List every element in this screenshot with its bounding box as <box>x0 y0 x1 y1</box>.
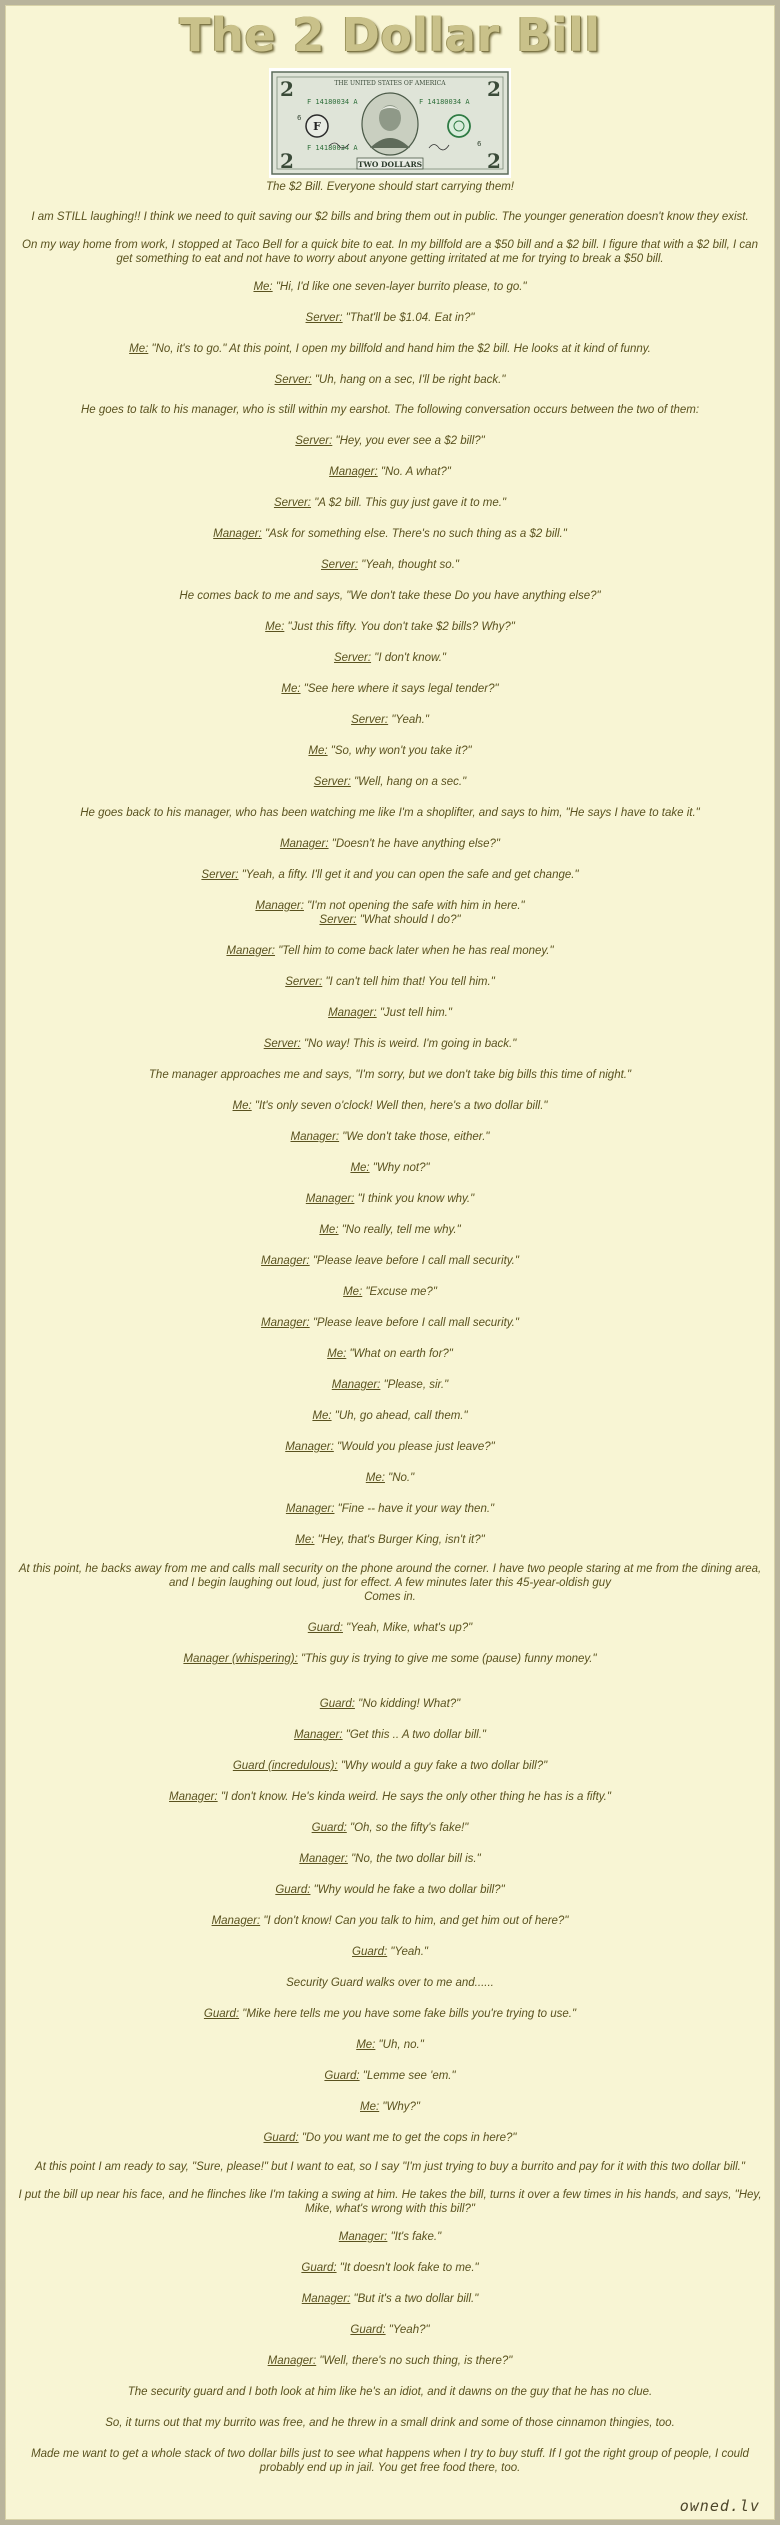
speaker-label: Manager: <box>226 945 276 957</box>
paragraph-text: "No kidding! What?" <box>354 1698 461 1710</box>
paragraph-text: "That'll be $1.04. Eat in?" <box>342 312 475 324</box>
speaker-label: Server: <box>285 976 323 988</box>
dialogue-line <box>16 1621 764 1635</box>
paragraph-text: "Well, hang on a sec." <box>350 776 467 788</box>
dialogue-line <box>16 1821 764 1835</box>
speaker-label: Guard: <box>311 1822 347 1834</box>
speaker-label: Manager: <box>331 1379 381 1391</box>
dialogue-line <box>16 837 764 851</box>
paragraph-text: The security guard and I both look at him like he's an idiot, and it dawns on the guy that he has no clue. <box>127 2386 653 2398</box>
dialogue-line <box>16 868 764 882</box>
dialogue-line <box>16 620 764 634</box>
speaker-label: Manager: <box>261 1255 310 1267</box>
speaker-label: Me: <box>232 1100 252 1112</box>
speaker-label: Guard: <box>324 2070 360 2082</box>
dialogue-line <box>16 1652 764 1666</box>
paragraph-text: "Why would a guy fake a two dollar bill?" <box>337 1760 548 1772</box>
dialogue-line <box>16 2261 764 2275</box>
paragraph-text: "Excuse me?" <box>362 1286 437 1298</box>
dialogue-line <box>16 899 764 913</box>
bill-footer: TWO DOLLARS <box>357 160 423 169</box>
dialogue-line <box>16 280 764 294</box>
paragraph-text: Made me want to get a whole stack of two dollar bills just to see what happens when I try to buy stuff. If I got the right group of people, I could probably end up in jail. You get free food there, too. <box>31 2448 749 2474</box>
dialogue-line <box>16 1409 764 1423</box>
bill-corner-bl: 2 <box>280 149 294 173</box>
speaker-label: Manager: <box>299 1853 348 1865</box>
paragraph-text: At this point, he backs away from me and calls mall security on the phone around the corner. I have two people staring at me from the dining area, and I begin laughing out loud, just for effect. A few minutes later this 45-year-oldish guy Comes in. <box>18 1563 762 1603</box>
paragraph-text: Security Guard walks over to me and...... <box>286 1977 494 1989</box>
dialogue-line <box>16 1130 764 1144</box>
speaker-label: Server: <box>313 776 351 788</box>
dialogue-line <box>16 2323 764 2337</box>
speaker-label: Me: <box>253 281 273 293</box>
narration-paragraph <box>16 2385 764 2399</box>
dialogue-line <box>16 1223 764 1237</box>
paragraph-text: "Oh, so the fifty's fake!" <box>346 1822 469 1834</box>
paragraph-text: "Yeah." <box>387 1946 428 1958</box>
paragraph-text: "Please leave before I call mall security." <box>309 1255 519 1267</box>
dialogue-line <box>16 2354 764 2368</box>
paragraph-text: "What should I do?" <box>356 914 461 926</box>
paragraph-text: "Mike here tells me you have some fake bills you're trying to use." <box>239 2008 577 2020</box>
speaker-label: Me: <box>356 2039 376 2051</box>
speaker-label: Server: <box>319 914 357 926</box>
paragraph-text: "I don't know! Can you talk to him, and get him out of here?" <box>260 1915 569 1927</box>
speaker-label: Manager: <box>261 1317 310 1329</box>
bill-district-right: 6 <box>477 140 482 148</box>
paragraph-text: "Just this fifty. You don't take $2 bills? Why?" <box>284 621 515 633</box>
paragraph-text: "Uh, no." <box>375 2039 424 2051</box>
dialogue-line <box>16 1697 764 1711</box>
paragraph-text: "We don't take those, either." <box>339 1131 490 1143</box>
speaker-label: Me: <box>327 1348 347 1360</box>
paragraph-text: "I don't know." <box>371 652 446 664</box>
dialogue-line <box>16 311 764 325</box>
paragraph-text: "Just tell him." <box>376 1007 452 1019</box>
speaker-label: Manager: <box>305 1193 355 1205</box>
speaker-label: Guard: <box>263 2132 299 2144</box>
paragraph-text: "It doesn't look fake to me." <box>336 2262 479 2274</box>
paragraph-text: "No. A what?" <box>377 466 451 478</box>
dialogue-line <box>16 1037 764 1051</box>
speaker-label: Server: <box>274 374 312 386</box>
narration-paragraph <box>16 2416 764 2430</box>
paragraph-text: He goes back to his manager, who has been watching me like I'm a shoplifter, and says to him, "He says I have to take it." <box>80 807 700 819</box>
dialogue-line <box>16 1728 764 1742</box>
dialogue-line <box>16 1254 764 1268</box>
dialogue-line <box>16 496 764 510</box>
speaker-label: Manager: <box>255 900 304 912</box>
speaker-label: Guard: <box>350 2324 386 2336</box>
dialogue-line <box>16 913 764 927</box>
speaker-label: Me: <box>365 1472 385 1484</box>
paragraph-text: The manager approaches me and says, "I'm sorry, but we don't take big bills this time of night." <box>148 1069 632 1081</box>
dialogue-line <box>16 2069 764 2083</box>
dialogue-line <box>16 373 764 387</box>
speaker-label: Server: <box>305 312 343 324</box>
narration-paragraph <box>16 2188 764 2216</box>
dialogue-line <box>16 465 764 479</box>
paragraph-text: "It's fake." <box>387 2231 442 2243</box>
narration-paragraph <box>16 1562 764 1604</box>
dialogue-line <box>16 1883 764 1897</box>
paragraph-text: "No, the two dollar bill is." <box>347 1853 481 1865</box>
paragraph-text: "No, it's to go." At this point, I open my billfold and hand him the $2 bill. He looks at it kind of funny. <box>148 343 651 355</box>
narration-paragraph <box>16 2447 764 2475</box>
speaker-label: Manager: <box>301 2293 351 2305</box>
watermark: owned.lv <box>679 2497 760 2515</box>
image-caption: The $2 Bill. Everyone should start carrying them! <box>265 181 514 193</box>
paragraph-text: "Uh, go ahead, call them." <box>331 1410 468 1422</box>
bill-corner-br: 2 <box>487 149 501 173</box>
narration-paragraph <box>16 589 764 603</box>
story-paragraphs <box>16 210 764 2475</box>
paragraph-text: "So, why won't you take it?" <box>327 745 472 757</box>
speaker-label: Me: <box>343 1286 363 1298</box>
paragraph-text: "Tell him to come back later when he has real money." <box>275 945 554 957</box>
paragraph-text: "No way! This is weird. I'm going in back." <box>300 1038 517 1050</box>
dialogue-line <box>16 434 764 448</box>
paragraph-text: "I'm not opening the safe with him in here." <box>303 900 525 912</box>
paragraph-text: "Yeah, thought so." <box>358 559 459 571</box>
dialogue-line <box>16 1316 764 1330</box>
dialogue-line <box>16 744 764 758</box>
dialogue-line <box>16 1099 764 1113</box>
dialogue-line <box>16 2007 764 2021</box>
paragraph-text: "But it's a two dollar bill." <box>350 2293 479 2305</box>
paragraph-text: "Please leave before I call mall security." <box>309 1317 519 1329</box>
speaker-label: Manager: <box>267 2355 317 2367</box>
paragraph-text: "It's only seven o'clock! Well then, here's a two dollar bill." <box>251 1100 548 1112</box>
speaker-label: Server: <box>263 1038 301 1050</box>
dialogue-line <box>16 975 764 989</box>
speaker-label: Me: <box>295 1534 315 1546</box>
speaker-label: Me: <box>281 683 301 695</box>
narration-paragraph <box>16 806 764 820</box>
speaker-label: Manager (whispering): <box>183 1653 298 1665</box>
story-text <box>6 180 774 2475</box>
bill-corner-tr: 2 <box>487 77 501 101</box>
speaker-label: Manager: <box>328 1007 377 1019</box>
paragraph-text: "Yeah, a fifty. I'll get it and you can open the safe and get change." <box>238 869 579 881</box>
paragraph-text: "Hi, I'd like one seven-layer burrito please, to go." <box>272 281 527 293</box>
dialogue-line <box>16 1914 764 1928</box>
speaker-label: Me: <box>129 343 149 355</box>
dialogue-line <box>16 2100 764 2114</box>
speaker-label: Manager: <box>293 1729 343 1741</box>
paragraph-text: "Ask for something else. There's no such thing as a $2 bill." <box>261 528 567 540</box>
dialogue-line <box>16 2230 764 2244</box>
paragraph-text: "Please, sir." <box>380 1379 449 1391</box>
dialogue-line <box>16 713 764 727</box>
speaker-label: Me: <box>319 1224 339 1236</box>
bill-image-wrap <box>6 68 774 180</box>
dialogue-line <box>16 1790 764 1804</box>
paragraph-text: "Why would he fake a two dollar bill?" <box>310 1884 505 1896</box>
bill-district-left: 6 <box>297 114 302 122</box>
narration-paragraph <box>16 238 764 266</box>
speaker-label: Server: <box>273 497 312 509</box>
speaker-label: Server: <box>321 559 359 571</box>
dialogue-line <box>16 1759 764 1773</box>
paragraph-text: "Fine -- have it your way then." <box>334 1503 495 1515</box>
speaker-label: Manager: <box>329 466 378 478</box>
speaker-label: Manager: <box>211 1915 261 1927</box>
meme-page <box>5 5 775 2520</box>
dialogue-line <box>16 1533 764 1547</box>
paragraph-text: "I can't tell him that! You tell him." <box>322 976 495 988</box>
speaker-label: Manager: <box>285 1441 334 1453</box>
dialogue-line <box>16 342 764 356</box>
paragraph-text: On my way home from work, I stopped at Taco Bell for a quick bite to eat. In my billfold are a $50 bill and a $2 bill. I figure that with a $2 bill, I can get something to eat and not have to worry about anyone getting irritated at me for trying to break a $50 bill. <box>22 239 758 265</box>
speaker-label: Server: <box>201 869 239 881</box>
paragraph-text: "I think you know why." <box>354 1193 475 1205</box>
paragraph-text: "Why?" <box>379 2101 420 2113</box>
speaker-label: Me: <box>360 2101 380 2113</box>
speaker-label: Me: <box>308 745 328 757</box>
speaker-label: Guard: <box>203 2008 240 2020</box>
paragraph-text: "Lemme see 'em." <box>359 2070 456 2082</box>
dialogue-line <box>16 1161 764 1175</box>
speaker-label: Guard: <box>275 1884 311 1896</box>
paragraph-text: "Doesn't he have anything else?" <box>328 838 501 850</box>
speaker-label: Me: <box>265 621 285 633</box>
narration-paragraph <box>16 210 764 224</box>
speaker-label: Manager: <box>213 528 262 540</box>
paragraph-text: "Would you please just leave?" <box>333 1441 495 1453</box>
paragraph-text: "A $2 bill. This guy just gave it to me." <box>311 497 507 509</box>
bill-corner-tl: 2 <box>280 77 294 101</box>
speaker-label: Manager: <box>169 1791 218 1803</box>
paragraph-text: "Why not?" <box>369 1162 430 1174</box>
dialogue-line <box>16 1852 764 1866</box>
dialogue-line <box>16 1440 764 1454</box>
paragraph-text: "Get this .. A two dollar bill." <box>342 1729 487 1741</box>
paragraph-text: "Do you want me to get the cops in here?" <box>298 2132 517 2144</box>
paragraph-text: At this point I am ready to say, "Sure, please!" but I want to eat, so I say "I'm just trying to buy a burrito and pay for it with this two dollar bill." <box>35 2161 745 2173</box>
paragraph-text: He goes to talk to his manager, who is still within my earshot. The following conversation occurs between the two of them: <box>80 404 700 416</box>
dialogue-line <box>16 2292 764 2306</box>
page-title: The 2 Dollar Bill <box>179 8 601 62</box>
paragraph-text: He comes back to me and says, "We don't take these Do you have anything else?" <box>179 590 601 602</box>
dialogue-line <box>16 944 764 958</box>
paragraph-text: "See here where it says legal tender?" <box>300 683 499 695</box>
paragraph-text: "No really, tell me why." <box>338 1224 461 1236</box>
paragraph-text: "Well, there's no such thing, is there?" <box>316 2355 513 2367</box>
dialogue-line <box>16 1502 764 1516</box>
speaker-label: Me: <box>350 1162 370 1174</box>
speaker-label: Manager: <box>338 2231 388 2243</box>
dialogue-line <box>16 1378 764 1392</box>
dialogue-line <box>16 1945 764 1959</box>
speaker-label: Guard: <box>301 2262 337 2274</box>
bill-serial-left: F 14180034 A <box>307 98 358 106</box>
paragraph-text: "This guy is trying to give me some (pause) funny money." <box>297 1653 597 1665</box>
paragraph-text: "What on earth for?" <box>346 1348 453 1360</box>
dialogue-line <box>16 1192 764 1206</box>
bill-header: THE UNITED STATES OF AMERICA <box>334 80 446 87</box>
speaker-label: Manager: <box>285 1503 335 1515</box>
speaker-label: Manager: <box>290 1131 340 1143</box>
paragraph-text: "Yeah, Mike, what's up?" <box>342 1622 473 1634</box>
speaker-label: Guard: <box>352 1946 388 1958</box>
dialogue-line <box>16 1471 764 1485</box>
speaker-label: Server: <box>333 652 372 664</box>
dialogue-line <box>16 527 764 541</box>
paragraph-text: "Uh, hang on a sec, I'll be right back." <box>311 374 506 386</box>
speaker-label: Guard: <box>319 1698 355 1710</box>
narration-paragraph <box>16 1976 764 1990</box>
speaker-label: Guard: <box>307 1622 343 1634</box>
dialogue-line <box>16 558 764 572</box>
paragraph-text: I put the bill up near his face, and he flinches like I'm taking a swing at him. He takes the bill, turns it over a few times in his hands, and says, "Hey, Mike, what's wrong with this bill?" <box>18 2189 762 2215</box>
speaker-label: Me: <box>312 1410 332 1422</box>
two-dollar-bill-image <box>269 68 511 178</box>
bill-serial-left-low: F 14180034 A <box>307 144 358 152</box>
paragraph-text: "I don't know. He's kinda weird. He says the only other thing he has is a fifty." <box>217 1791 611 1803</box>
paragraph-text: "Hey, you ever see a $2 bill?" <box>332 435 485 447</box>
narration-paragraph <box>16 2160 764 2174</box>
dialogue-line <box>16 1347 764 1361</box>
paragraph-text: So, it turns out that my burrito was free, and he threw in a small drink and some of those cinnamon thingies, too. <box>105 2417 675 2429</box>
dialogue-line <box>16 1006 764 1020</box>
dialogue-line <box>16 682 764 696</box>
paragraph-text: "Yeah?" <box>385 2324 430 2336</box>
bill-serial-right: F 14180034 A <box>419 98 470 106</box>
dialogue-line <box>16 2131 764 2145</box>
speaker-label: Guard (incredulous): <box>232 1760 338 1772</box>
bill-reserve-letter: F <box>313 120 321 133</box>
speaker-label: Server: <box>295 435 333 447</box>
paragraph-text: "Yeah." <box>388 714 429 726</box>
narration-paragraph <box>16 403 764 417</box>
paragraph-text: "Hey, that's Burger King, isn't it?" <box>314 1534 485 1546</box>
paragraph-text: I am STILL laughing!! I think we need to quit saving our $2 bills and bring them out in public. The younger generation doesn't know they exist. <box>31 211 749 223</box>
speaker-label: Server: <box>351 714 389 726</box>
dialogue-line <box>16 2038 764 2052</box>
speaker-label: Manager: <box>279 838 329 850</box>
dialogue-line <box>16 775 764 789</box>
dialogue-line <box>16 651 764 665</box>
dialogue-line <box>16 1285 764 1299</box>
narration-paragraph <box>16 1068 764 1082</box>
paragraph-text: "No." <box>384 1472 415 1484</box>
